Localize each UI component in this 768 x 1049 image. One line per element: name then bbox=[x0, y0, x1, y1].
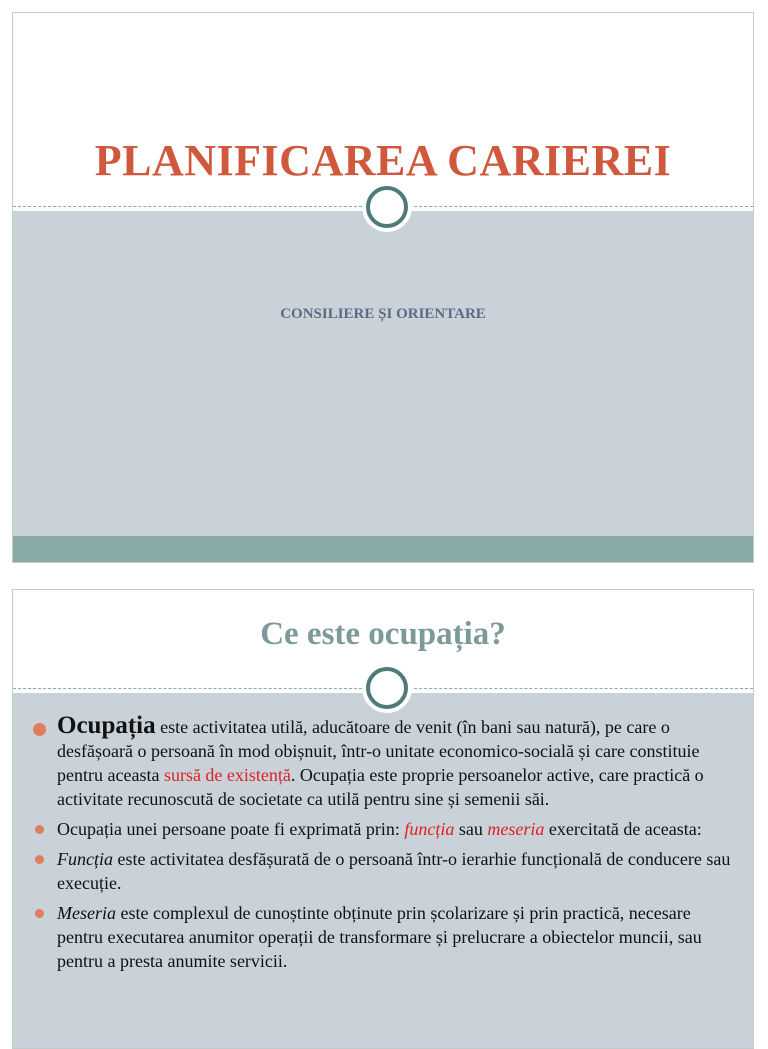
bullet-list bbox=[33, 714, 731, 979]
title-slide bbox=[12, 12, 754, 563]
definition-text-cont: . Ocupația este proprie persoanelor active, care practică o activitate recunoscută de societate ca utilă pentru sine și semenii săi. bbox=[57, 765, 704, 809]
highlight-meseria: meseria bbox=[487, 819, 545, 839]
footer-band bbox=[13, 536, 753, 562]
list-item bbox=[33, 901, 731, 973]
slide-title: Ce este ocupația? bbox=[260, 616, 506, 652]
subtitle-panel bbox=[13, 211, 753, 536]
list-item bbox=[33, 714, 731, 811]
slide-title: PLANIFICAREA CARIEREI bbox=[94, 136, 672, 185]
circle-ring-icon bbox=[366, 186, 408, 228]
list-item bbox=[33, 817, 731, 841]
content-slide bbox=[12, 589, 754, 1049]
term-ocupatia: Ocupația bbox=[57, 712, 156, 739]
term-meseria: Meseria bbox=[57, 903, 116, 923]
bullet-text-sep: sau bbox=[454, 819, 488, 839]
bullet-dot-icon bbox=[35, 855, 44, 864]
highlight-functia: funcția bbox=[404, 819, 455, 839]
bullet-dot-icon bbox=[35, 825, 44, 834]
slide-subtitle: CONSILIERE ȘI ORIENTARE bbox=[280, 306, 486, 322]
circle-ring-icon bbox=[366, 667, 408, 709]
bullet-text: Ocupația unei persoane poate fi exprimată prin: bbox=[57, 819, 405, 839]
list-item bbox=[33, 847, 731, 895]
term-functia: Funcția bbox=[57, 849, 113, 869]
definition-text: este activitatea utilă, aducătoare de venit (în bani sau natură), pe care o desfășoară o persoană în mod obișnuit, într-o unitate economico-socială și care constituie pentru aceasta bbox=[57, 717, 700, 785]
bullet-text-end: exercitată de aceasta: bbox=[544, 819, 702, 839]
highlight-text: sursă de existență bbox=[163, 765, 291, 785]
definition-text: este complexul de cunoștinte obținute prin școlarizare și prin practică, necesare pentru executarea anumitor operații de transformare și prelucrare a obiectelor muncii, sau pentru a presta anumite servicii. bbox=[57, 903, 702, 971]
bullet-dot-icon bbox=[33, 723, 46, 736]
definition-text: este activitatea desfășurată de o persoană într-o ierarhie funcțională de conducere sau execuție. bbox=[57, 849, 731, 893]
bullet-dot-icon bbox=[35, 909, 44, 918]
